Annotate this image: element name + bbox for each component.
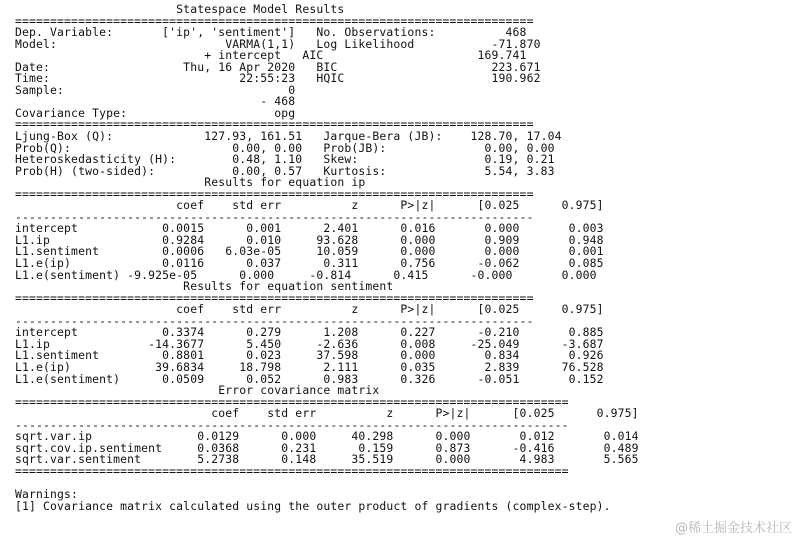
output-line-heading: Results for equation ip <box>15 175 366 190</box>
output-line-row: intercept 0.0015 0.001 2.401 0.016 0.000 0.003 <box>15 221 604 236</box>
output-line-row: L1.ip -14.3677 5.450 -2.636 0.008 -25.049 -3.687 <box>15 336 604 351</box>
output-line-row: - 468 <box>15 94 296 109</box>
output-line-rule: ========================================================================== <box>15 13 534 28</box>
output-line-rule: =============================================================================== <box>15 463 569 478</box>
output-line-row: Sample: 0 <box>15 82 296 97</box>
output-line-rule: ========================================================================== <box>15 186 534 201</box>
output-line-row: Date: Thu, 16 Apr 2020 BIC 223.671 <box>15 59 541 74</box>
output-line-heading: Results for equation sentiment <box>15 279 394 294</box>
output-line-rule: =============================================================================== <box>15 394 569 409</box>
output-line-row: Ljung-Box (Q): 127.93, 161.51 Jarque-Bera (JB): 128.70, 17.04 <box>15 129 562 144</box>
output-line-row: intercept 0.3374 0.279 1.208 0.227 -0.210 0.885 <box>15 325 604 340</box>
output-line-row: sqrt.cov.ip.sentiment 0.0368 0.231 0.159 0.873 -0.416 0.489 <box>15 440 639 455</box>
output-line-rule: ========================================================================== <box>15 290 534 305</box>
output-line-row: Model: VARMA(1,1) Log Likelihood -71.870 <box>15 36 541 51</box>
model-summary-output <box>15 4 639 512</box>
output-line-row: Time: 22:55:23 HQIC 190.962 <box>15 71 541 86</box>
output-line-header: coef std err z P>|z| [0.025 0.975] <box>15 406 639 421</box>
output-line-row: Dep. Variable: ['ip', 'sentiment'] No. Observations: 468 <box>15 25 527 40</box>
output-line-row: Prob(Q): 0.00, 0.00 Prob(JB): 0.00, 0.00 <box>15 140 555 155</box>
output-line-row: sqrt.var.sentiment 5.2738 0.148 35.519 0.000 4.983 5.565 <box>15 452 639 467</box>
output-line-row: L1.e(sentiment) 0.0509 0.052 0.983 0.326 -0.051 0.152 <box>15 371 604 386</box>
output-line-row: L1.e(sentiment) -9.925e-05 0.000 -0.814 0.415 -0.000 0.000 <box>15 267 597 282</box>
output-line-rule: -------------------------------------------------------------------------- <box>15 209 534 224</box>
output-line-row: [1] Covariance matrix calculated using the outer product of gradients (complex-step). <box>15 498 611 513</box>
output-line-row: sqrt.var.ip 0.0129 0.000 40.298 0.000 0.012 0.014 <box>15 429 639 444</box>
output-line-row: L1.e(ip) 39.6834 18.798 2.111 0.035 2.839 76.528 <box>15 359 604 374</box>
output-line-row: L1.ip 0.9284 0.010 93.628 0.000 0.909 0.948 <box>15 232 604 247</box>
output-line-rule: ========================================================================== <box>15 117 534 132</box>
output-line-heading: Error covariance matrix <box>15 383 380 398</box>
output-line-row: L1.e(ip) 0.0116 0.037 0.311 0.756 -0.062 0.085 <box>15 256 604 271</box>
output-line-title: Statespace Model Results <box>15 2 345 16</box>
output-line-rule: ------------------------------------------------------------------------------- <box>15 417 569 432</box>
output-line-header: coef std err z P>|z| [0.025 0.975] <box>15 198 604 213</box>
output-line-row: L1.sentiment 0.8801 0.023 37.598 0.000 0.834 0.926 <box>15 348 604 363</box>
output-line-blank <box>15 477 639 489</box>
output-line-header: coef std err z P>|z| [0.025 0.975] <box>15 302 604 317</box>
output-line-row: Covariance Type: opg <box>15 105 296 120</box>
output-line-row: L1.sentiment 0.0006 6.03e-05 10.059 0.000 0.000 0.001 <box>15 244 604 259</box>
output-line-row: + intercept AIC 169.741 <box>15 48 527 63</box>
watermark: @稀土掘金技术社区 <box>674 521 792 536</box>
output-line-row: Heteroskedasticity (H): 0.48, 1.10 Skew: 0.19, 0.21 <box>15 152 555 167</box>
output-line-row: Warnings: <box>15 486 79 501</box>
output-line-rule: -------------------------------------------------------------------------- <box>15 313 534 328</box>
output-line-row: Prob(H) (two-sided): 0.00, 0.57 Kurtosis: 5.54, 3.83 <box>15 163 555 178</box>
